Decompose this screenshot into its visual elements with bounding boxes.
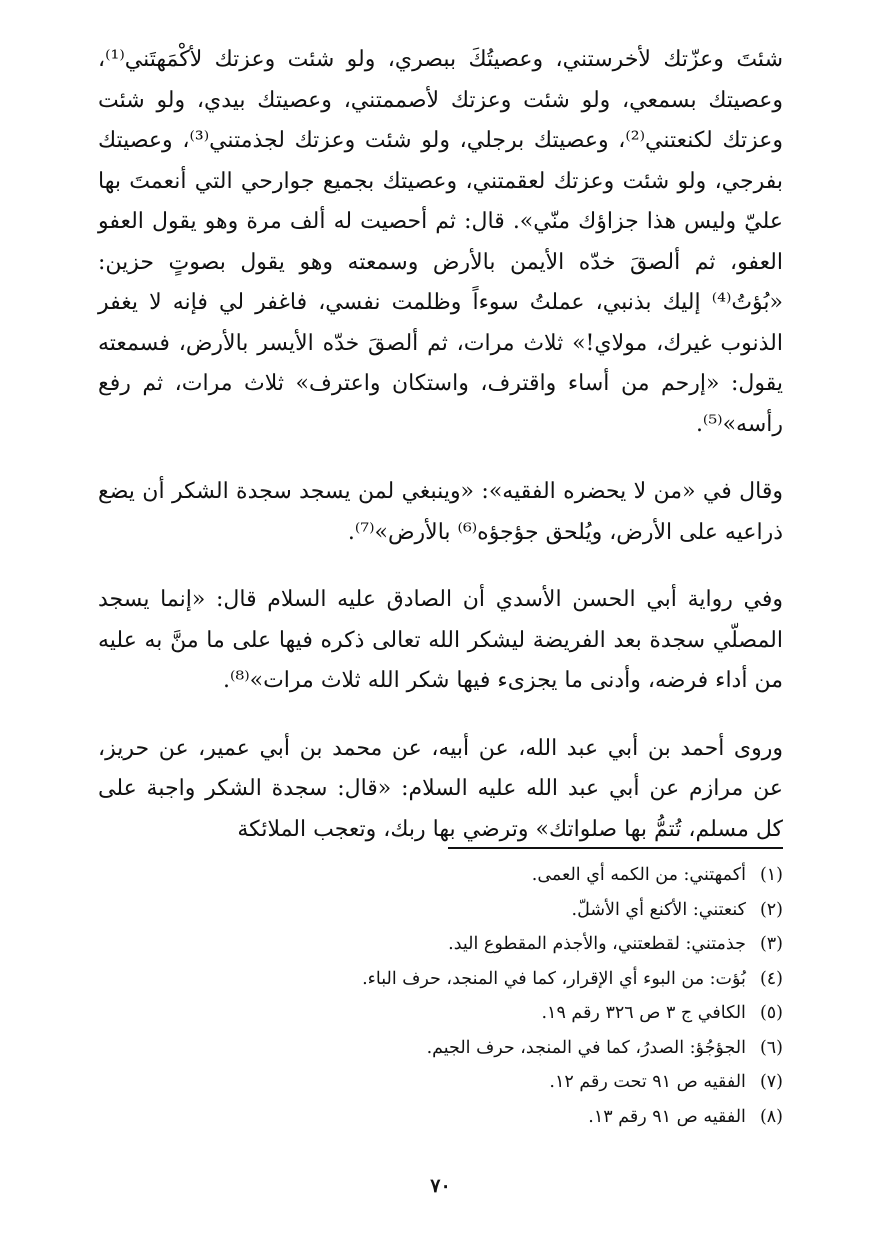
footnote-text: الفقيه ص ٩١ رقم ١٣. [588,1106,746,1127]
footnote-text: بُؤت: من البوء أي الإقرار، كما في المنجد، حرف الباء. [362,968,746,989]
paragraph: وقال في «من لا يحضره الفقيه»: «وينبغي لمن يسجد سجدة الشكر أن يضع ذراعيه على الأرض، ويُلحق جؤجؤه⁽⁶⁾ بالأرض»⁽⁷⁾. [98,479,783,545]
footnote [98,1100,783,1135]
footnote [98,927,783,962]
footnote-number: (٦) [759,1037,783,1058]
footnote-divider [448,847,783,849]
footnote-text: كنعتني: الأكنع أي الأشلّ. [571,899,746,920]
footnote-text: جذمتني: لقطعتني، والأجذم المقطوع اليد. [448,934,746,954]
body-text [98,40,783,850]
footnote-text: الكافي ج ٣ ص ٣٢٦ رقم ١٩. [541,1003,746,1023]
footnote-number: (٢) [759,899,783,920]
footnotes-list [98,858,783,1134]
footnote [98,858,783,893]
footnote-text: الفقيه ص ٩١ تحت رقم ١٢. [549,1072,746,1092]
footnote-number: (٨) [759,1106,783,1127]
footnote [98,1031,783,1066]
paragraph: وفي رواية أبي الحسن الأسدي أن الصادق عليه السلام قال: «إنما يسجد المصلّي سجدة بعد الفريضة ليشكر الله تعالى ذكره فيها على ما منَّ به عليه من أداء فرضه، وأدنى ما يجزىء فيها شكر الله ثلاث مرات»⁽⁸⁾. [98,587,783,693]
paragraph: وروى أحمد بن أبي عبد الله، عن أبيه، عن محمد بن أبي عمير، عن حريز، عن مرازم عن أبي عبد الله عليه السلام: «قال: سجدة الشكر واجبة على كل مسلم، تُتمُّ بها صلواتك» وترضي بها ربك، وتعجب الملائكة [98,735,783,842]
paragraph: شئتَ وعزّتك لأخرستني، وعصيتُكَ ببصري، ولو شئت وعزتك لأكْمَهتَني⁽¹⁾، وعصيتك بسمعي، ولو شئت وعزتك لأصممتني، وعصيتك بيدي، ولو شئت وعزتك لكنعتني⁽²⁾، وعصيتك برجلي، ولو شئت وعزتك لجذمتني⁽³⁾، وعصيتك بفرجي، ولو شئت وعزتك لعقمتني، وعصيتك بجميع جوارحي التي أنعمتَ بها عليّ وليس هذا جزاؤك منّي». قال: ثم أحصيت له ألف مرة وهو يقول العفو العفو، ثم ألصقَ خدّه الأيمن بالأرض وسمعته وهو يقول بصوتٍ حزين: «بُؤتُ⁽⁴⁾ إليك بذنبي، عملتُ سوءاً وظلمت نفسي، فاغفر لي فإنه لا يغفر الذنوب غيرك، مولاي!» ثلاث مرات، ثم ألصقَ خدّه الأيسر بالأرض، فسمعته يقول: «إرحم من أساء واقترف، واستكان واعترف» ثلاث مرات، ثم رفع رأسه»⁽⁵⁾. [98,47,783,437]
footnote [98,996,783,1031]
footnote-number: (٤) [759,968,783,989]
footnote-number: (٥) [759,1003,783,1023]
footnote-text: الجؤجُؤ: الصدرُ، كما في المنجد، حرف الجيم. [426,1037,746,1058]
footnote [98,962,783,997]
footnote [98,893,783,928]
footnote-number: (٣) [759,934,783,954]
footnote-text: أكمهتني: من الكمه أي العمى. [531,865,746,885]
footnote-number: (١) [759,865,783,885]
footnote [98,1065,783,1100]
footnote-number: (٧) [759,1072,783,1092]
page-number: ٧٠ [430,1175,451,1197]
